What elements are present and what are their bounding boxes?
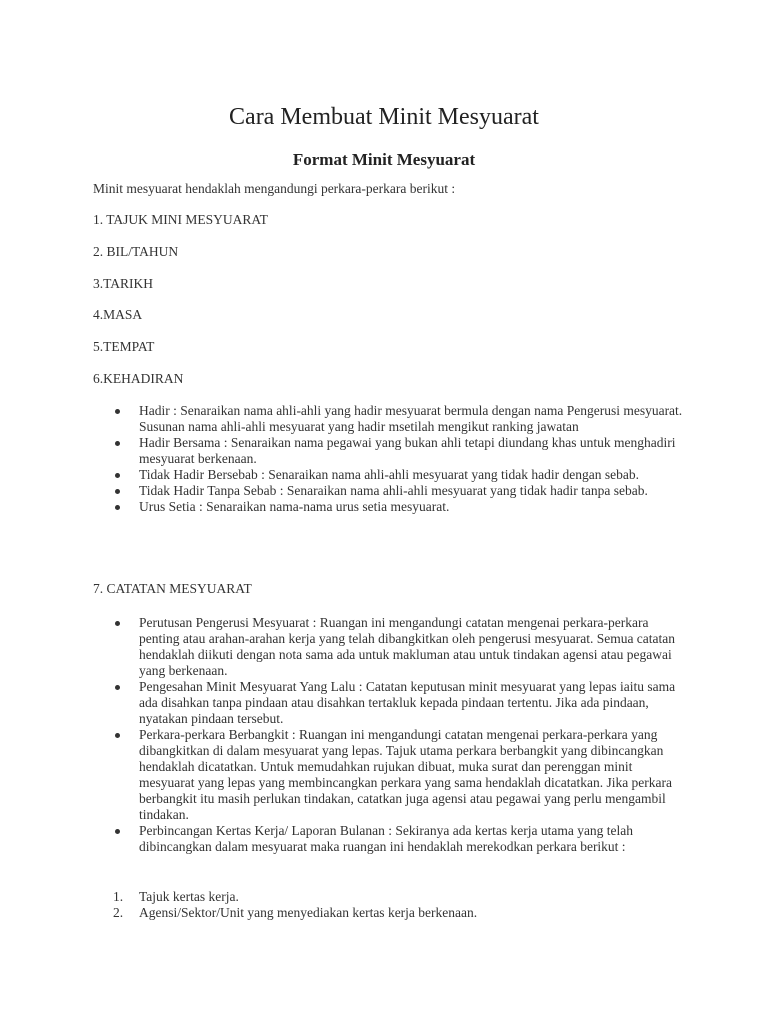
- list-item: [93, 889, 683, 905]
- list-item: [93, 823, 683, 855]
- heading-tempat: 5.TEMPAT: [93, 339, 155, 354]
- heading-tarikh: 3.TARIKH: [93, 276, 154, 291]
- list-item-text: Pengesahan Minit Mesyuarat Yang Lalu : Catatan keputusan minit mesyuarat yang lepas iaitu sama ada disahkan tanpa pindaan atau disahkan tertakluk kepada pindaan tertentu. Jika ada pindaan, nyatakan pindaan tersebut.: [139, 679, 676, 726]
- list-number: 2.: [113, 905, 124, 920]
- list-item-text: Hadir : Senaraikan nama ahli-ahli yang hadir mesyuarat bermula dengan nama Pengerusi mesyuarat. Susunan nama ahli-ahli mesyuarat yang hadir msetilah mengikut ranking jawatan: [139, 403, 683, 434]
- bullet-icon: [115, 441, 120, 446]
- bullet-icon: [115, 733, 120, 738]
- list-item: [93, 483, 683, 499]
- heading-catatan: 7. CATATAN MESYUARAT: [93, 581, 252, 596]
- list-item: [93, 727, 683, 823]
- list-item: [93, 905, 683, 921]
- list-item: [93, 435, 683, 467]
- list-item: [93, 499, 683, 515]
- list-item-text: Perkara-perkara Berbangkit : Ruangan ini mengandungi catatan mengenai perkara-perkara yang dibangkitkan di dalam mesyuarat yang lepas. Tajuk utama perkara berbangkit yang dibincangkan hendaklah dicatatkan. Untuk memudahkan rujukan dibuat, muka surat dan perenggan minit mesyuarat yang lepas yang membincangkan perkara yang sama hendaklah dicatatkan. Jika perkara berbangkit itu masih perlukan tindakan, catatkan juga agensi atau pegawai yang perlu mengambil tindakan.: [139, 727, 673, 822]
- kehadiran-list: [93, 403, 683, 515]
- heading-tajuk: 1. TAJUK MINI MESYUARAT: [93, 212, 268, 227]
- bullet-icon: [115, 489, 120, 494]
- list-item: [93, 615, 683, 679]
- heading-masa: 4.MASA: [93, 307, 143, 322]
- catatan-list: [93, 615, 683, 855]
- bullet-icon: [115, 685, 120, 690]
- heading-bil-tahun: 2. BIL/TAHUN: [93, 244, 179, 259]
- page-title: Cara Membuat Minit Mesyuarat: [229, 104, 539, 130]
- list-item-text: Tidak Hadir Tanpa Sebab : Senaraikan nama ahli-ahli mesyuarat yang tidak hadir tanpa sebab.: [139, 483, 648, 498]
- heading-kehadiran: 6.KEHADIRAN: [93, 371, 184, 386]
- list-item: [93, 403, 683, 435]
- list-item: [93, 467, 683, 483]
- list-item-text: Hadir Bersama : Senaraikan nama pegawai yang bukan ahli tetapi diundang khas untuk menghadiri mesyuarat berkenaan.: [139, 435, 676, 466]
- list-item-text: Agensi/Sektor/Unit yang menyediakan kertas kerja berkenaan.: [139, 905, 478, 920]
- list-item-text: Tajuk kertas kerja.: [139, 889, 239, 904]
- list-item: [93, 679, 683, 727]
- list-item-text: Perutusan Pengerusi Mesyuarat : Ruangan ini mengandungi catatan mengenai perkara-perkara penting atau arahan-arahan kerja yang telah dibangkitkan oleh pengerusi mesyuarat. Semua catatan hendaklah diikuti dengan nota sama ada untuk makluman atau untuk tindakan agensi atau pegawai yang berkenaan.: [139, 615, 676, 678]
- intro-text: Minit mesyuarat hendaklah mengandungi perkara-perkara berikut :: [93, 181, 456, 196]
- numbered-list: [93, 889, 683, 921]
- list-item-text: Urus Setia : Senaraikan nama-nama urus setia mesyuarat.: [139, 499, 450, 514]
- list-number: 1.: [113, 889, 124, 904]
- list-item-text: Tidak Hadir Bersebab : Senaraikan nama ahli-ahli mesyuarat yang tidak hadir dengan sebab.: [139, 467, 639, 482]
- bullet-icon: [115, 621, 120, 626]
- page-subtitle: Format Minit Mesyuarat: [292, 150, 476, 169]
- list-item-text: Perbincangan Kertas Kerja/ Laporan Bulanan : Sekiranya ada kertas kerja utama yang telah dibincangkan dalam mesyuarat maka ruangan ini hendaklah merekodkan perkara berikut :: [139, 823, 634, 854]
- bullet-icon: [115, 829, 120, 834]
- bullet-icon: [115, 505, 120, 510]
- bullet-icon: [115, 409, 120, 414]
- bullet-icon: [115, 473, 120, 478]
